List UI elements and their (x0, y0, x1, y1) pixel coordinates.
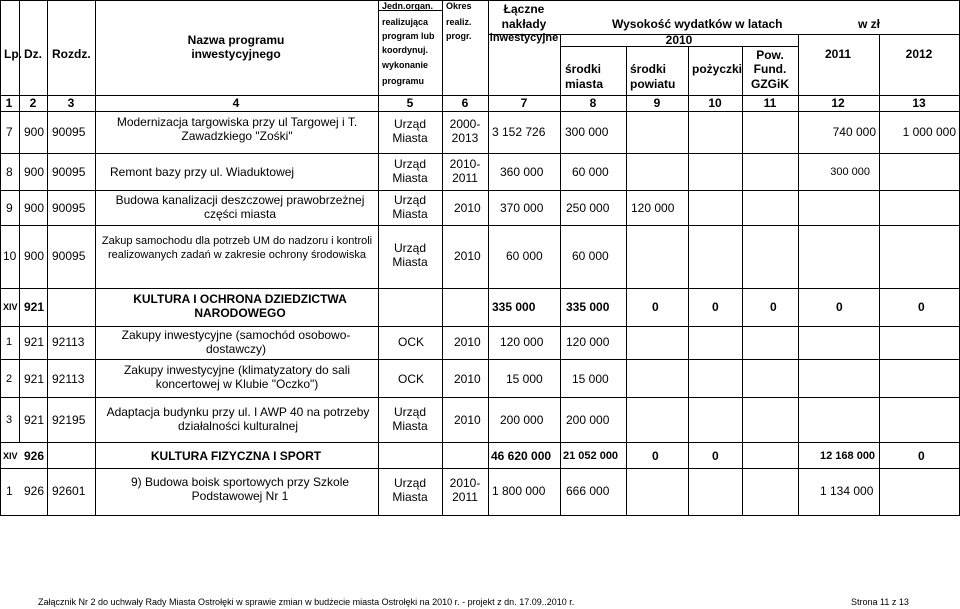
row-unit: Urząd Miasta (392, 157, 428, 185)
section-2011: 0 (836, 300, 843, 314)
colnum: 6 (461, 96, 469, 110)
header-pow: Pow. (756, 48, 784, 62)
section-pozyczki: 0 (712, 449, 719, 463)
section-total: 46 620 000 (491, 449, 552, 463)
row-2012: 1 000 000 (902, 125, 956, 139)
row-miasta: 60 000 (572, 249, 609, 263)
row-dz: 900 (24, 201, 45, 215)
row-name: Zakupy inwestycyjne (samochód osobowo-dostawczy) (121, 328, 351, 356)
section-powiatu: 0 (652, 449, 659, 463)
colnum: 5 (406, 96, 414, 110)
header-srodki-miasta-2: miasta (565, 77, 604, 91)
colnum: 3 (67, 96, 75, 110)
row-unit: Urząd Miasta (392, 193, 428, 221)
row-miasta: 666 000 (566, 484, 610, 498)
header-srodki-powiatu-2: powiatu (630, 77, 676, 91)
row-powiatu: 120 000 (631, 201, 675, 215)
row-dz: 921 (24, 372, 45, 386)
row-rozdz: 90095 (52, 125, 86, 139)
header-nazwa: Nazwa programu (187, 33, 285, 47)
section-miasta: 335 000 (566, 300, 610, 314)
row-total: 60 000 (506, 249, 543, 263)
row-rozdz: 90095 (52, 201, 86, 215)
header-srodki-powiatu: środki (630, 62, 667, 76)
row-name: Modernizacja targowiska przy ul Targowej i T. Zawadzkiego "Zośki" (116, 115, 358, 143)
header-laczne-3: inwestycyjne (489, 32, 559, 44)
colnum: 8 (589, 96, 597, 110)
footer-text: Załącznik Nr 2 do uchwały Rady Miasta Ostrołęki w sprawie zmian w budżecie miasta Ostrołęki na 2010 r. - projekt z dn. 17.09..2010 r. (38, 597, 575, 607)
header-wzl: w zł (858, 17, 881, 31)
row-miasta: 300 000 (565, 125, 609, 139)
section-total: 335 000 (492, 300, 536, 314)
row-lp: 7 (6, 125, 13, 139)
row-rozdz: 92113 (52, 335, 85, 349)
row-total: 120 000 (500, 335, 544, 349)
section-name: KULTURA I OCHRONA DZIEDZICTWA NARODOWEGO (133, 292, 347, 320)
header-rozdz: Rozdz. (52, 47, 91, 61)
header-fund: Fund. (753, 62, 787, 76)
header-jedn-3: program lub (382, 31, 435, 41)
colnum: 10 (708, 96, 722, 110)
row-dz: 921 (24, 413, 45, 427)
row-rozdz: 92195 (52, 413, 86, 427)
colnum: 2 (29, 96, 37, 110)
colnum: 9 (653, 96, 661, 110)
colnum: 11 (763, 96, 777, 110)
row-unit: Urząd Miasta (392, 476, 428, 504)
row-name: Zakupy inwestycyjne (klimatyzatory do sali koncertowej w Klubie "Oczko") (123, 363, 351, 391)
header-2010: 2010 (665, 33, 693, 47)
row-period: 2010 (454, 413, 481, 427)
header-jedn-2: realizująca (382, 17, 429, 27)
row-miasta: 60 000 (572, 165, 609, 179)
header-2011: 2011 (824, 47, 852, 61)
header-nazwa-2: inwestycyjnego (191, 47, 281, 61)
row-unit: OCK (398, 372, 425, 386)
row-dz: 900 (24, 165, 45, 179)
row-miasta: 15 000 (572, 372, 609, 386)
row-total: 1 800 000 (492, 484, 546, 498)
section-dz: 921 (24, 300, 45, 314)
row-total: 200 000 (500, 413, 544, 427)
section-dz: 926 (24, 449, 45, 463)
row-name: Remont bazy przy ul. Wiaduktowej (110, 165, 295, 179)
row-period: 2000-2013 (449, 117, 481, 145)
row-dz: 926 (24, 484, 45, 498)
row-period: 2010 (454, 335, 481, 349)
row-unit: OCK (398, 335, 425, 349)
row-dz: 900 (24, 125, 45, 139)
row-unit: Urząd Miasta (392, 241, 428, 269)
header-gzgik: GZGiK (751, 77, 789, 91)
header-2012: 2012 (905, 47, 933, 61)
section-2011: 12 168 000 (820, 450, 876, 462)
section-pozyczki: 0 (712, 300, 719, 314)
row-lp: 10 (3, 249, 17, 263)
header-jedn-4: koordynuj. (382, 45, 429, 55)
row-name: Budowa kanalizacji deszczowej prawobrzeżnej części miasta (115, 193, 365, 221)
header-pozyczki: pożyczki (692, 62, 743, 76)
section-lp: XIV (3, 451, 18, 461)
section-2012: 0 (918, 449, 925, 463)
header-jedn-6: programu (382, 76, 425, 86)
colnum: 4 (232, 96, 240, 110)
row-total: 15 000 (506, 372, 543, 386)
colnum: 1 (5, 96, 13, 110)
row-rozdz: 90095 (52, 165, 86, 179)
colnum: 13 (912, 96, 926, 110)
row-name: 9) Budowa boisk sportowych przy Szkole Podstawowej Nr 1 (130, 475, 350, 503)
row-period: 2010 (454, 201, 481, 215)
section-pow: 0 (770, 300, 777, 314)
section-miasta: 21 052 000 (563, 450, 619, 462)
row-total: 370 000 (500, 201, 544, 215)
header-laczne-2: nakłady (501, 17, 547, 31)
header-laczne: Łączne (503, 2, 545, 16)
section-lp: XIV (3, 302, 18, 312)
page-number: Strona 11 z 13 (851, 597, 909, 607)
header-jedn-5: wykonanie (382, 60, 429, 70)
section-name: KULTURA FIZYCZNA I SPORT (150, 449, 322, 463)
header-jedn: Jedn.organ. (382, 1, 434, 11)
row-miasta: 200 000 (566, 413, 610, 427)
colnum: 12 (831, 96, 845, 110)
row-name: Adaptacja budynku przy ul. I AWP 40 na potrzeby działalności kulturalnej (106, 405, 370, 433)
header-okres-2: realiz. (446, 17, 472, 27)
row-period: 2010 (454, 249, 481, 263)
row-rozdz: 92601 (52, 484, 86, 498)
row-2011: 740 000 (832, 125, 876, 139)
row-total: 360 000 (500, 165, 544, 179)
row-lp: 1 (6, 336, 13, 348)
row-miasta: 250 000 (566, 201, 610, 215)
section-powiatu: 0 (652, 300, 659, 314)
header-wysokosc: Wysokość wydatków w latach (612, 17, 783, 31)
row-period: 2010 (454, 372, 481, 386)
row-period: 2010-2011 (449, 157, 481, 185)
row-unit: Urząd Miasta (392, 117, 428, 145)
row-dz: 921 (24, 335, 45, 349)
section-2012: 0 (918, 300, 925, 314)
row-lp: 9 (6, 201, 13, 215)
row-rozdz: 90095 (52, 249, 86, 263)
row-name: Zakup samochodu dla potrzeb UM do nadzoru i kontroli realizowanych zadań w zakresie ochrony środowiska (101, 235, 373, 261)
header-srodki-miasta: środki (565, 62, 602, 76)
row-rozdz: 92113 (52, 372, 85, 386)
row-2011: 1 134 000 (820, 484, 874, 498)
colnum: 7 (520, 96, 528, 110)
row-period: 2010-2011 (449, 476, 481, 504)
row-unit: Urząd Miasta (392, 405, 428, 433)
row-lp: 3 (6, 414, 13, 426)
header-okres-3: progr. (446, 31, 472, 41)
header-dz: Dz. (24, 47, 42, 61)
row-lp: 8 (6, 165, 13, 179)
header-okres: Okres (446, 1, 472, 11)
header-lp: Lp. (4, 47, 22, 61)
row-lp: 2 (6, 373, 13, 385)
row-lp: 1 (6, 484, 13, 498)
row-dz: 900 (24, 249, 45, 263)
row-2011: 300 000 (830, 166, 870, 178)
row-miasta: 120 000 (566, 335, 610, 349)
row-total: 3 152 726 (492, 125, 546, 139)
